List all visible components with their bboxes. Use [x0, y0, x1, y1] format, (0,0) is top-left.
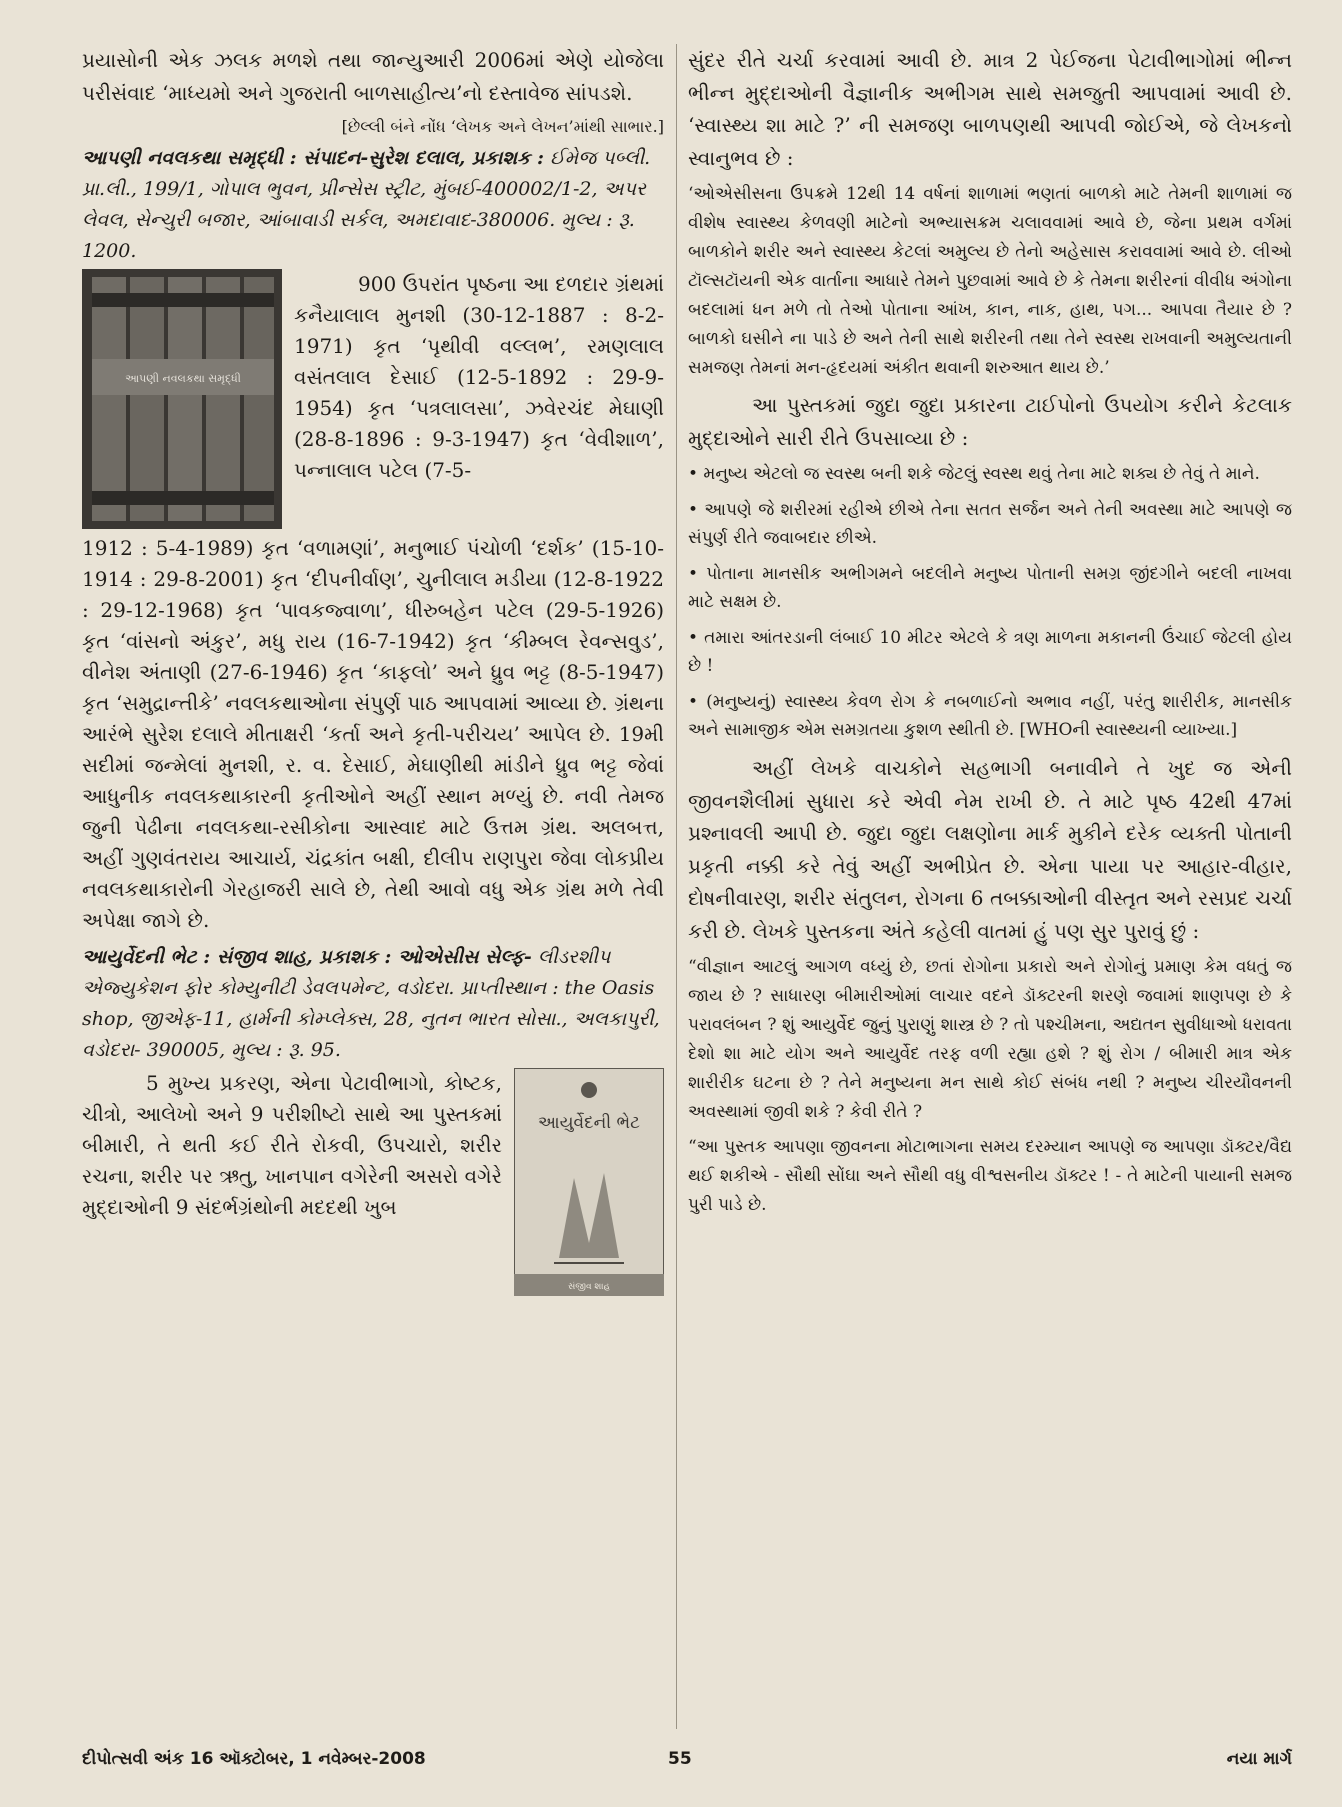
book1-citation [82, 143, 664, 267]
bullet-item: • પોતાના માનસીક અભીગમને બદલીને મનુષ્ય પોતાની સમગ્ર જીંદગીને બદલી નાખવા માટે સક્ષમ છે. [688, 564, 1292, 612]
right-column [688, 44, 1292, 1220]
quote-science-questions: “વીજ્ઞાન આટલું આગળ વધ્યું છે, છતાં રોગોના પ્રકારો અને રોગોનું પ્રમાણ કેમ વધતું જ જાય છે ? સાધારણ બીમારીઓમાં લાચાર વદને ડૉક્ટરની શરણે જવામાં શાણપણ છે કે પરાવલંબન ? શું આયુર્વેદ જુનું પુરાણું શાસ્ત્ર છે ? તો પશ્ચીમના, અદ્યતન સુવીધાઓ ધરાવતા દેશો શા માટે યોગ અને આયુર્વેદ તરફ વળી રહ્યા હશે ? શું રોગ / બીમારી માત્ર એક શારીરીક ઘટના છે ? તેને મનુષ્યના મન સાથે કોઈ સંબંધ નથી ? મનુષ્ય ચીરયૌવનની અવસ્થામાં જીવી શકે ? કેવી રીતે ? [688, 957, 1292, 1122]
right-paragraph-1: સુંદર રીતે ચર્ચા કરવામાં આવી છે. માત્ર 2 પેઈજના પેટાવીભાગોમાં ભીન્ન ભીન્ન મુદ્દાઓની વૈજ્ઞાનીક અભીગમ સાથે સમજુતી આપવામાં આવી છે. ‘સ્વાસ્થ્ય શા માટે ?’ ની સમજણ બાળપણથી આપવી જોઈએ, જે લેખકનો સ્વાનુભવ છે : [688, 48, 1292, 170]
book2-cover-title: આયુર્વેદની ભેટ [537, 1113, 641, 1133]
quote-school-program: ‘ઓએસીસના ઉપક્રમે 12થી 14 વર્ષનાં શાળામાં ભણતાં બાળકો માટે તેમની શાળામાં જ વીશેષ સ્વાસ્થ્ય કેળવણી માટેનો અભ્યાસક્રમ ચલાવવામાં આવે છે, જેના પ્રથમ વર્ગમાં બાળકોને શરીર અને સ્વાસ્થ્ય કેટલાં અમુલ્ય છે તેનો અહેસાસ કરાવવામાં આવે છે. લીઓ ટૉલ્સટૉયની એક વાર્તાના આધારે તેમને પુછવામાં આવે છે કે તેમના શરીરનાં વીવીધ અંગોના બદલામાં ધન મળે તો તેઓ પોતાના આંખ, કાન, નાક, હાથ, પગ... આપવા તૈયાર છે ? બાળકો ઘસીને ના પાડે છે અને તેની સાથે શરીરની તથા તેને સ્વસ્થ રાખવાની અમુલ્યતાની સમજણ તેમનાં મન-હૃદયમાં અંકીત થવાની શરુઆત થાય છે.’ [688, 184, 1292, 378]
book1-cover-image [82, 269, 282, 533]
right-paragraph-3: અહીં લેખકે વાચકોને સહભાગી બનાવીને તે ખુદ જ એની જીવનશૈલીમાં સુધારા કરે એવી નેમ રાખી છે. તે માટે પૃષ્ઠ 42થી 47માં પ્રશ્નાવલી આપી છે. જુદા જુદા લક્ષણોના માર્ક મુકીને દરેક વ્યક્તી પોતાની પ્રકૃતી નક્કી કરે તેવું અહીં અભીપ્રેત છે. એના પાયા પર આહાર-વીહાર, દોષનીવારણ, શરીર સંતુલન, રોગના 6 તબક્કાઓની વીસ્તૃત અને રસપ્રદ ચર્ચા કરી છે. લેખકે પુસ્તકના અંતે કહેલી વાતમાં હું પણ સુર પુરાવું છું : [688, 756, 1292, 943]
page-number: 55 [668, 1749, 692, 1769]
book1-review-wrapped: 900 ઉપરાંત પૃષ્ઠના આ દળદાર ગ્રંથમાં કનૈયાલાલ મુનશી (30-12-1887 : 8-2- 1971) કૃત ‘પૃથીવી વલ્લભ’, રમણલાલ વસંતલાલ દેસાઈ (12-5-1892 : 29-9- 1954) કૃત ‘પત્રલાલસા’, ઝવેરચંદ મેઘાણી (28-8-1896 : 9-3-1947) કૃત ‘વેવીશાળ’, પન્નાલાલ પટેલ (7-5- [294, 272, 664, 482]
book1-review-continued: 1912 : 5-4-1989) કૃત ‘વળામણાં’, મનુભાઈ પંચોળી ‘દર્શક’ (15-10-1914 : 29-8-2001) કૃત ‘દીપનીર્વાણ’, ચુનીલાલ મડીયા (12-8-1922 : 29-12-1968) કૃત ‘પાવકજ્વાળા’, ધીરુબહેન પટેલ (29-5-1926) કૃત ‘વાંસનો અંકુર’, મધુ રાય (16-7-1942) કૃત ‘કીમ્બલ રેવન્સવુડ’, વીનેશ અંતાણી (27-6-1946) કૃત ‘કાફલો’ અને ધ્રુવ ભટ્ટ (8-5-1947) કૃત ‘સમુદ્રાન્તીકે’ નવલકથાઓના સંપુર્ણ પાઠ આપવામાં આવ્યા છે. ગ્રંથના આરંભે સુરેશ દલાલે મીતાક્ષરી ‘કર્તા અને કૃતી-પરીચય’ આપેલ છે. 19મી સદીમાં જન્મેલાં મુનશી, ર. વ. દેસાઈ, મેઘાણીથી માંડીને ધ્રુવ ભટ્ટ જેવાં આધુનીક નવલકથાકારની કૃતીઓને અહીં સ્થાન મળ્યું છે. નવી તેમજ જુની પેઢીના નવલકથા-રસીકોના આસ્વાદ માટે ઉત્તમ ગ્રંથ. અલબત્ત, અહીં ગુણવંતરાય આચાર્ય, ચંદ્રકાંત બક્ષી, દીલીપ રાણપુરા જેવા લોકપ્રીય નવલકથાકારોની ગેરહાજરી સાલે છે, તેથી આવો વધુ એક ગ્રંથ મળે તેવી અપેક્ષા જાગે છે. [82, 536, 664, 932]
book2-heading: આયુર્વેદની ભેટ : સંજીવ શાહ, પ્રકાશક : ઓએસીસ સેલ્ફ- [82, 946, 532, 968]
book1-cover-illustration [82, 269, 282, 529]
book2-wrap-text-container [82, 1068, 502, 1300]
book2-cover-illustration [514, 1068, 664, 1296]
quote-book-purpose: “આ પુસ્તક આપણા જીવનના મોટાભાગના સમય દરમ્યાન આપણે જ આપણા ડૉક્ટર/વૈદ્ય થઈ શકીએ - સૌથી સોંઘા અને સૌથી વધુ વીશ્વસનીય ડૉક્ટર ! - તે માટેની પાયાની સમજ પુરી પાડે છે. [688, 1137, 1292, 1215]
book1-review-block [82, 269, 664, 533]
bullet-item: • આપણે જે શરીરમાં રહીએ છીએ તેના સતત સર્જન અને તેની અવસ્થા માટે આપણે જ સંપુર્ણ રીતે જવાબદાર છીએ. [688, 500, 1292, 548]
book1-cover-title: આપણી નવલકથા સમૃદ્ધી [125, 372, 241, 385]
book1-heading: આપણી નવલકથા સમૃદ્ધી : સંપાદન-સુરેશ દલાલ, પ્રકાશક : [82, 147, 545, 169]
left-column [82, 44, 664, 1300]
book2-details: લીડરશીપ એજ્યુકેશન ફોર કોમ્યુનીટી ડેવલપમેન્ટ, વડોદરા. પ્રાપ્તીસ્થાન : the Oasis shop, જીએફ-11, હાર્મની કોમ્પ્લેક્સ, 28, નુતન ભારત સોસા., અલકાપુરી, વડોદરા- 390005, મુલ્ય : રૂ. 95. [82, 946, 660, 1061]
footer-magazine-name: નયા માર્ગ [1226, 1749, 1292, 1769]
book2-review-wrapped: 5 મુખ્ય પ્રકરણ, એના પેટાવીભાગો, કોષ્ટક, ચીત્રો, આલેખો અને 9 પરીશીષ્ટો સાથે આ પુસ્તકમાં બીમારી, તે થતી કઈ રીતે રોકવી, ઉપચારો, શરીર રચના, શરીર પર ઋતુ, ખાનપાન વગેરેની અસરો વગેરે મુદ્દાઓની 9 સંદર્ભગ્રંથોની મદદથી ખુબ [82, 1071, 502, 1219]
page-footer [82, 1749, 1292, 1779]
column-divider [676, 44, 677, 1729]
bullet-list [688, 460, 1292, 744]
intro-paragraph: પ્રયાસોની એક ઝલક મળશે તથા જાન્યુઆરી 2006માં એણે યોજેલા પરીસંવાદ ‘માધ્યમો અને ગુજરાતી બાળસાહીત્ય’નો દસ્તાવેજ સાંપડશે. [82, 48, 664, 105]
bullet-item: • મનુષ્ય એટલો જ સ્વસ્થ બની શકે જેટલું સ્વસ્થ થવું તેના માટે શક્ય છે તેવું તે માને. [688, 464, 1260, 484]
source-note: [છેલ્લી બંને નોંધ ‘લેખક અને લેખન’માંથી સાભાર.] [341, 117, 664, 136]
book2-cover-author: સંજીવ શાહ [568, 1282, 610, 1292]
right-paragraph-2: આ પુસ્તકમાં જુદા જુદા પ્રકારના ટાઈપોનો ઉપયોગ કરીને કેટલાક મુદ્દાઓને સારી રીતે ઉપસાવ્યા છે : [688, 393, 1292, 450]
book1-details: ઈમેજ પબ્લી. પ્રા.લી., 199/1, ગોપાલ ભુવન, પ્રીન્સેસ સ્ટ્રીટ, મુંબઈ-400002/1-2, અપર લેવલ, સેન્ચુરી બજાર, આંબાવાડી સર્કલ, અમદાવાદ-380006. મુલ્ય : રૂ. 1200. [82, 147, 651, 262]
book1-wrap-text-container [294, 269, 664, 533]
footer-issue-info: દીપોત્સવી અંક 16 ઑક્ટોબર, 1 નવેમ્બર-2008 [82, 1749, 426, 1769]
book2-citation [82, 942, 664, 1066]
book2-review-block [82, 1068, 664, 1300]
book2-cover-image [514, 1068, 664, 1300]
bullet-item: • તમારા આંતરડાની લંબાઈ 10 મીટર એટલે કે ત્રણ માળના મકાનની ઉંચાઈ જેટલી હોય છે ! [688, 628, 1292, 676]
bullet-item: • (મનુષ્યનું) સ્વાસ્થ્ય કેવળ રોગ કે નબળાઈનો અભાવ નહીં, પરંતુ શારીરીક, માનસીક અને સામાજીક એમ સમગ્રતયા કુશળ સ્થીતી છે. [WHOની સ્વાસ્થ્યની વ્યાખ્યા.] [688, 692, 1292, 740]
